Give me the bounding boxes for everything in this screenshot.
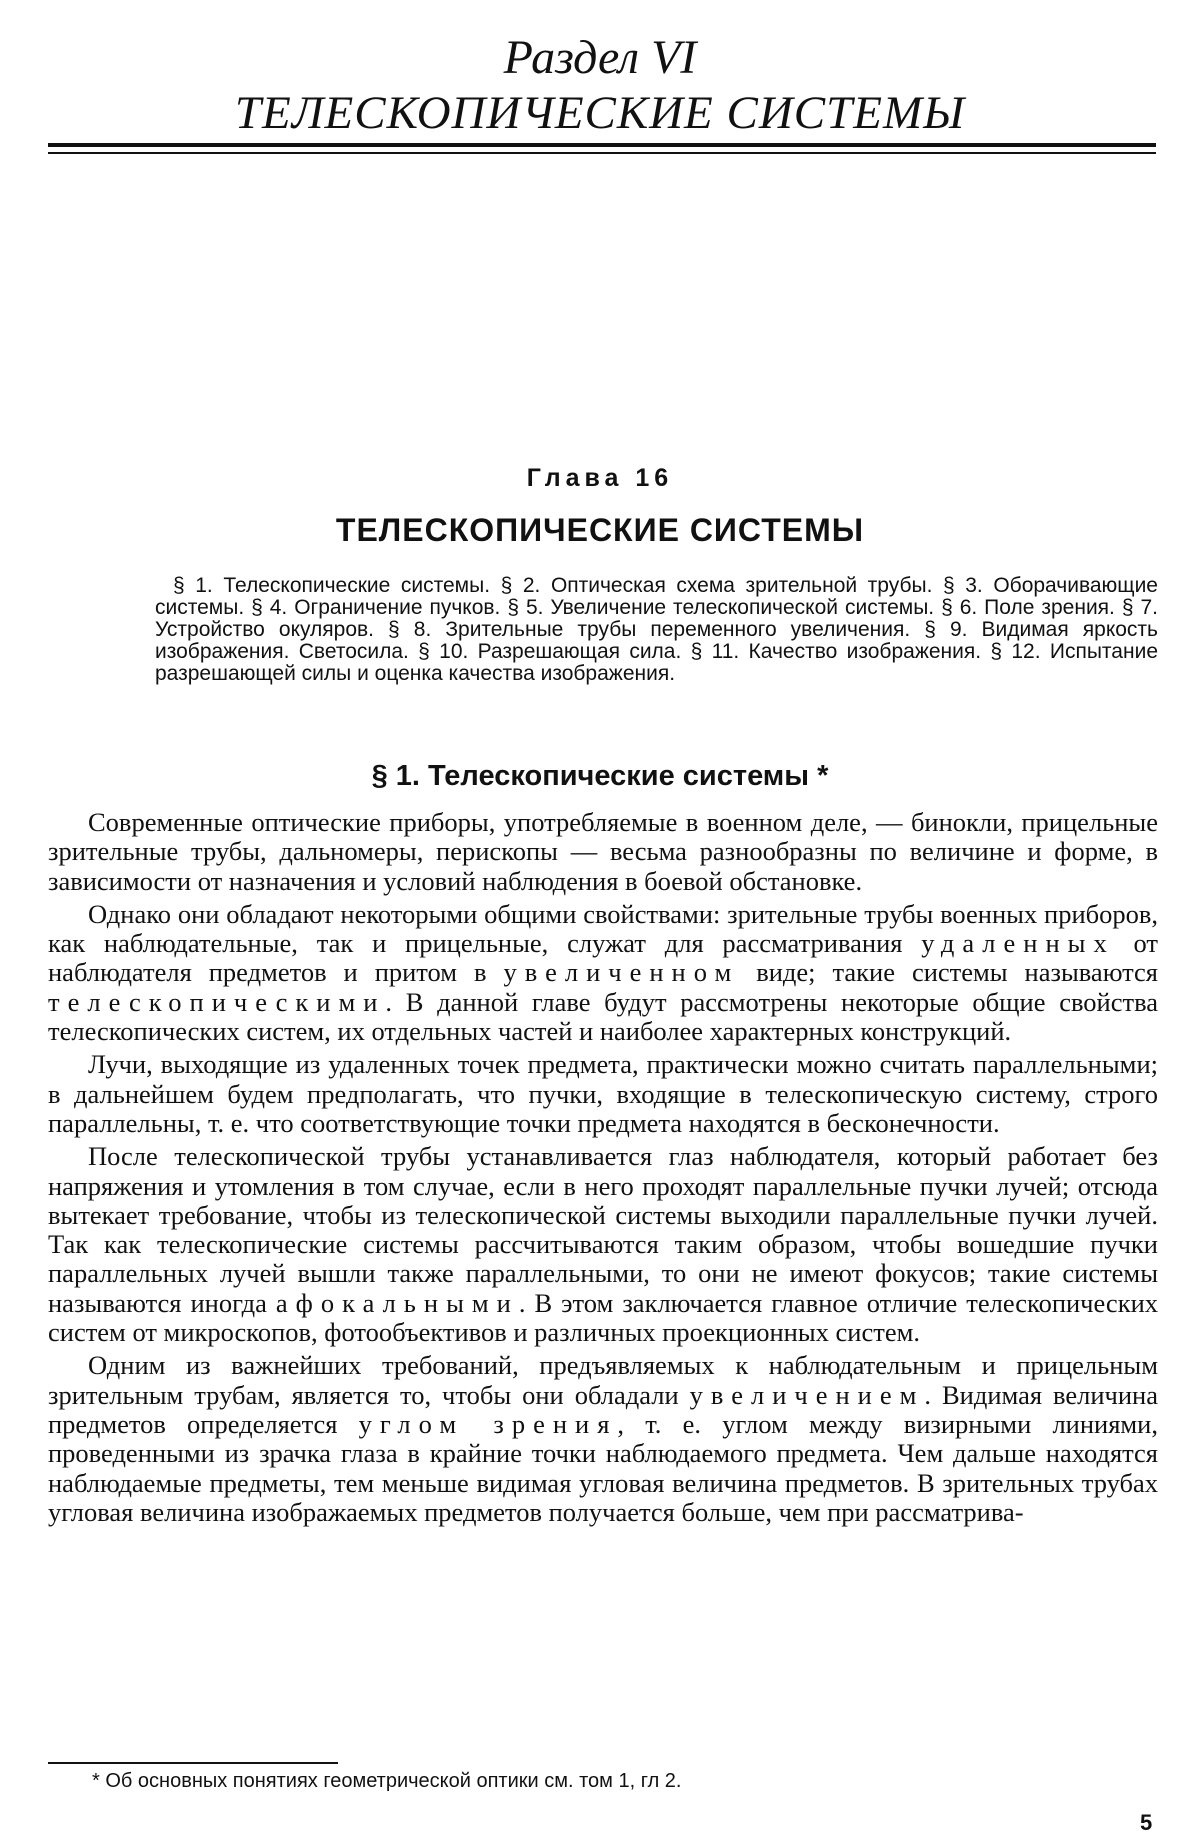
part-label: Раздел VI [503,31,697,84]
emphasis-word: увеличением [689,1379,925,1410]
paragraph-4-text-2: . В этом заключается главное отличие телескопических систем от микроскопов, фотообъективов и различных проекционных систем. [48,1287,1158,1348]
paragraph-2-text-3: виде; такие системы называются [739,957,1158,988]
footnote: * Об основных понятиях геометрической оптики см. том 1, гл 2. [92,1770,682,1792]
chapter-title: ТЕЛЕСКОПИЧЕСКИЕ СИСТЕМЫ [335,512,865,548]
page-number: 5 [1140,1810,1153,1835]
section-title: § 1. Телескопические системы * [371,760,829,792]
emphasis-word: углом зрения [358,1408,618,1439]
body-text [48,808,1158,1531]
paragraph-2-text-2: от наблюдателя предметов и притом в [48,928,1158,988]
part-title: ТЕЛЕСКОПИЧЕСКИЕ СИСТЕМЫ [234,87,966,139]
footnote-rule [48,1762,338,1764]
emphasis-word: телескопическими [48,986,386,1017]
header-rule-thin [48,152,1156,154]
paragraph-1: Современные оптические приборы, употребляемые в военном деле, — бинокли, прицельные зрительные трубы, дальномеры, перископы — весьма разнообразны по величине и форме, в зависимости от назначения и условий наблюдения в боевой обстановке. [48,807,1158,896]
paragraph-5-text-3: , т. е. углом между визирными линиями, проведенными из зрачка глаза в крайние точки наблюдаемого предмета. Чем дальше находятся наблюдаемые предметы, тем меньше видимая угловая величина предметов. В зрительных трубах угловая величина изображаемых предметов получается больше, чем при рассматрива- [48,1408,1158,1527]
emphasis-word: удаленных [921,928,1115,959]
emphasis-word: афокальными [275,1287,519,1318]
paragraph-5-text-2: . Видимая величина предметов определяется [48,1379,1159,1439]
chapter-label: Глава 16 [526,464,674,492]
paragraph-2 [48,900,1158,1046]
paragraph-2-text-1: Однако они обладают некоторыми общими свойствами: зрительные трубы военных приборов, как наблюдательные, так и прицельные, служат для рассматривания [48,898,1158,959]
paragraph-2-text-4: . В данной главе будут рассмотрены некоторые общие свойства телескопических систем, их отдельных частей и наиболее характерных конструкций. [48,986,1158,1047]
chapter-contents: § 1. Телескопические системы. § 2. Оптическая схема зрительной трубы. § 3. Оборачивающие системы. § 4. Ограничение пучков. § 5. Увеличение телескопической системы. § 6. Поле зрения. § 7. Устройство окуляров. § 8. Зрительные трубы переменного увеличения. § 9. Видимая яркость изображения. Светосила. § 10. Разрешающая сила. § 11. Качество изображения. § 12. Испытание разрешающей силы и оценка качества изображения. [155,574,1158,685]
paragraph-4 [48,1142,1158,1347]
paragraph-3: Лучи, выходящие из удаленных точек предмета, практически можно считать параллельными; в дальнейшем будем предполагать, что пучки, входящие в телескопическую систему, строго параллельны, т. е. что соответствующие точки предмета находятся в бесконечности. [48,1049,1158,1138]
paragraph-5-text-1: Одним из важнейших требований, предъявляемых к наблюдательным и прицельным зрительным трубам, является то, чтобы они обладали [48,1350,1158,1410]
emphasis-word: увеличенном [503,957,740,988]
paragraph-5 [48,1351,1158,1527]
header-rule-thick [48,143,1156,147]
paragraph-4-text-1: После телескопической трубы устанавливается глаз наблюдателя, который работает без напряжения и утомления в том случае, если в него проходят параллельные пучки лучей; отсюда вытекает требование, чтобы из телескопической системы выходили параллельные пучки лучей. Так как телескопические системы рассчитываются таким образом, чтобы вошедшие пучки параллельных лучей вышли также параллельными, то они не имеют фокусов; такие системы называются иногда [48,1141,1158,1318]
